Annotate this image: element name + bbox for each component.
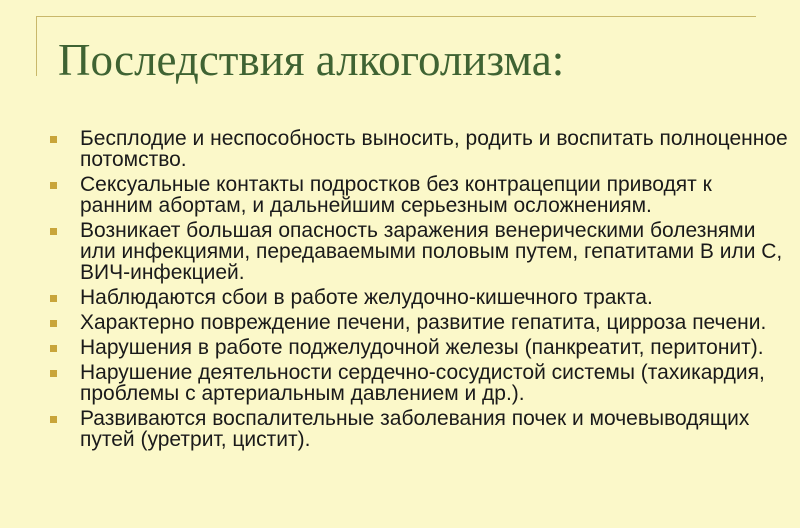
frame-line-vertical [36, 16, 37, 76]
bullet-item [50, 337, 790, 358]
bullet-marker-icon [50, 345, 57, 352]
frame-line-horizontal [36, 16, 756, 17]
bullet-marker-icon [50, 182, 57, 189]
bullet-marker-icon [50, 136, 57, 143]
bullet-marker-icon [50, 228, 57, 235]
bullet-text: Развиваются воспалительные заболевания почек и мочевыводящих путей (уретрит, цистит). [80, 407, 750, 451]
bullet-marker-icon [50, 370, 57, 377]
bullet-text: Сексуальные контакты подростков без контрацепции приводят к ранним абортам, и дальнейшим серьезным осложнениям. [80, 173, 712, 217]
bullet-item [50, 362, 790, 404]
bullet-marker-icon [50, 416, 57, 423]
bullet-item [50, 312, 790, 333]
bullet-item [50, 408, 790, 450]
bullet-marker-icon [50, 295, 57, 302]
bullet-text: Бесплодие и неспособность выносить, родить и воспитать полноценное потомство. [80, 127, 788, 171]
bullet-item [50, 128, 790, 170]
bullet-item [50, 220, 790, 283]
bullet-text: Нарушения в работе поджелудочной железы (панкреатит, перитонит). [80, 336, 764, 359]
bullet-item [50, 174, 790, 216]
bullet-list [50, 128, 790, 454]
bullet-text: Характерно повреждение печени, развитие гепатита, цирроза печени. [80, 311, 767, 334]
bullet-text: Нарушение деятельности сердечно-сосудистой системы (тахикардия, проблемы с артериальным давлением и др.). [80, 361, 765, 405]
bullet-text: Наблюдаются сбои в работе желудочно-кишечного тракта. [80, 286, 653, 309]
bullet-item [50, 287, 790, 308]
bullet-text: Возникает большая опасность заражения венерическими болезнями или инфекциями, передаваемыми половым путем, гепатитами В или С, ВИЧ-инфекцией. [80, 219, 783, 284]
slide-title: Последствия алкоголизма: [58, 35, 565, 85]
bullet-marker-icon [50, 320, 57, 327]
